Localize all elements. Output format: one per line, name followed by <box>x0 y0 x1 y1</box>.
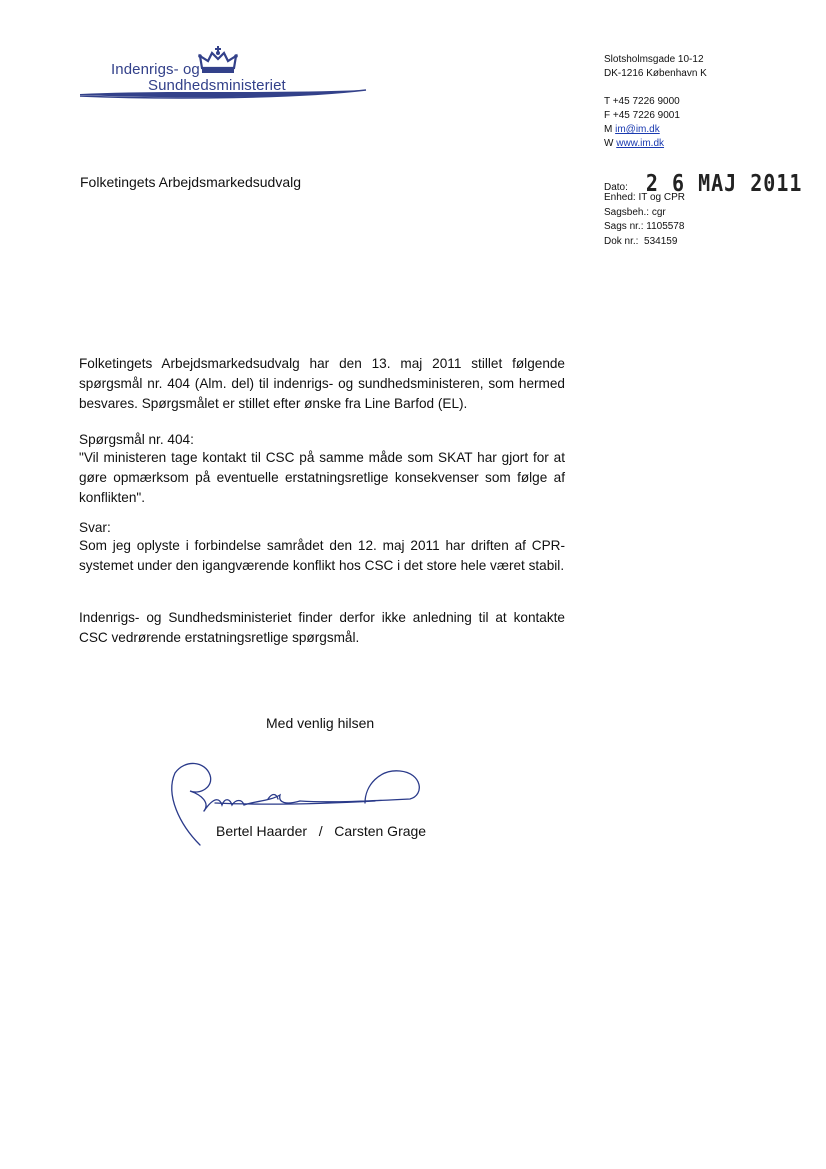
closing-greeting: Med venlig hilsen <box>266 715 375 731</box>
answer-label: Svar: <box>79 520 111 535</box>
document-meta <box>604 191 685 249</box>
question-label: Spørgsmål nr. 404: <box>79 432 194 447</box>
email-link[interactable]: im@im.dk <box>615 124 660 135</box>
address-line-2: DK-1216 København K <box>604 68 707 79</box>
case-officer: Sagsbeh.: cgr <box>604 206 666 218</box>
email-prefix: M <box>604 124 613 135</box>
web-row <box>604 137 680 151</box>
web-prefix: W <box>604 138 614 149</box>
doc-number: Dok nr.: 534159 <box>604 235 678 247</box>
logo-text-line1: Indenrigs- og <box>111 61 200 78</box>
case-number: Sags nr.: 1105578 <box>604 221 685 232</box>
address-line-1: Slotsholmsgade 10-12 <box>604 54 704 65</box>
conclusion-text: Indenrigs- og Sundhedsministeriet finder derfor ikke anledning til at kontakte CSC vedrørende erstatningsretlige spørgsmål. <box>79 610 565 645</box>
signers: Bertel Haarder / Carsten Grage <box>216 823 427 839</box>
unit: Enhed: IT og CPR <box>604 192 685 203</box>
date-stamp: 2 6 MAJ 2011 <box>645 169 803 197</box>
ministry-address <box>604 53 707 81</box>
recipient: Folketingets Arbejdsmarkedsudvalg <box>80 174 302 190</box>
phone-number: T +45 7226 9000 <box>604 96 680 107</box>
email-row <box>604 123 680 137</box>
intro-paragraph: Folketingets Arbejdsmarkedsudvalg har den 13. maj 2011 stillet følgende spørgsmål nr. 404 (Alm. del) til indenrigs- og sundhedsministeren, som hermed besvares. Spørgsmålet er stillet efter ønske fra Line Barfod (EL). <box>79 356 565 411</box>
ministry-contact <box>604 95 680 151</box>
fax-number: F +45 7226 9001 <box>604 110 680 121</box>
web-link[interactable]: www.im.dk <box>616 138 665 149</box>
question-text: "Vil ministeren tage kontakt til CSC på samme måde som SKAT har gjort for at gøre opmærksom på eventuelle erstatningsretlige konsekvenser som følge af konflikten". <box>79 450 565 505</box>
answer-text: Som jeg oplyste i forbindelse samrådet den 12. maj 2011 har driften af CPR-systemet under den igangværende konflikt hos CSC i det store hele været stabil. <box>79 538 565 573</box>
date-label: Dato: <box>604 182 628 193</box>
logo-text-line2: Sundhedsministeriet <box>148 77 286 94</box>
